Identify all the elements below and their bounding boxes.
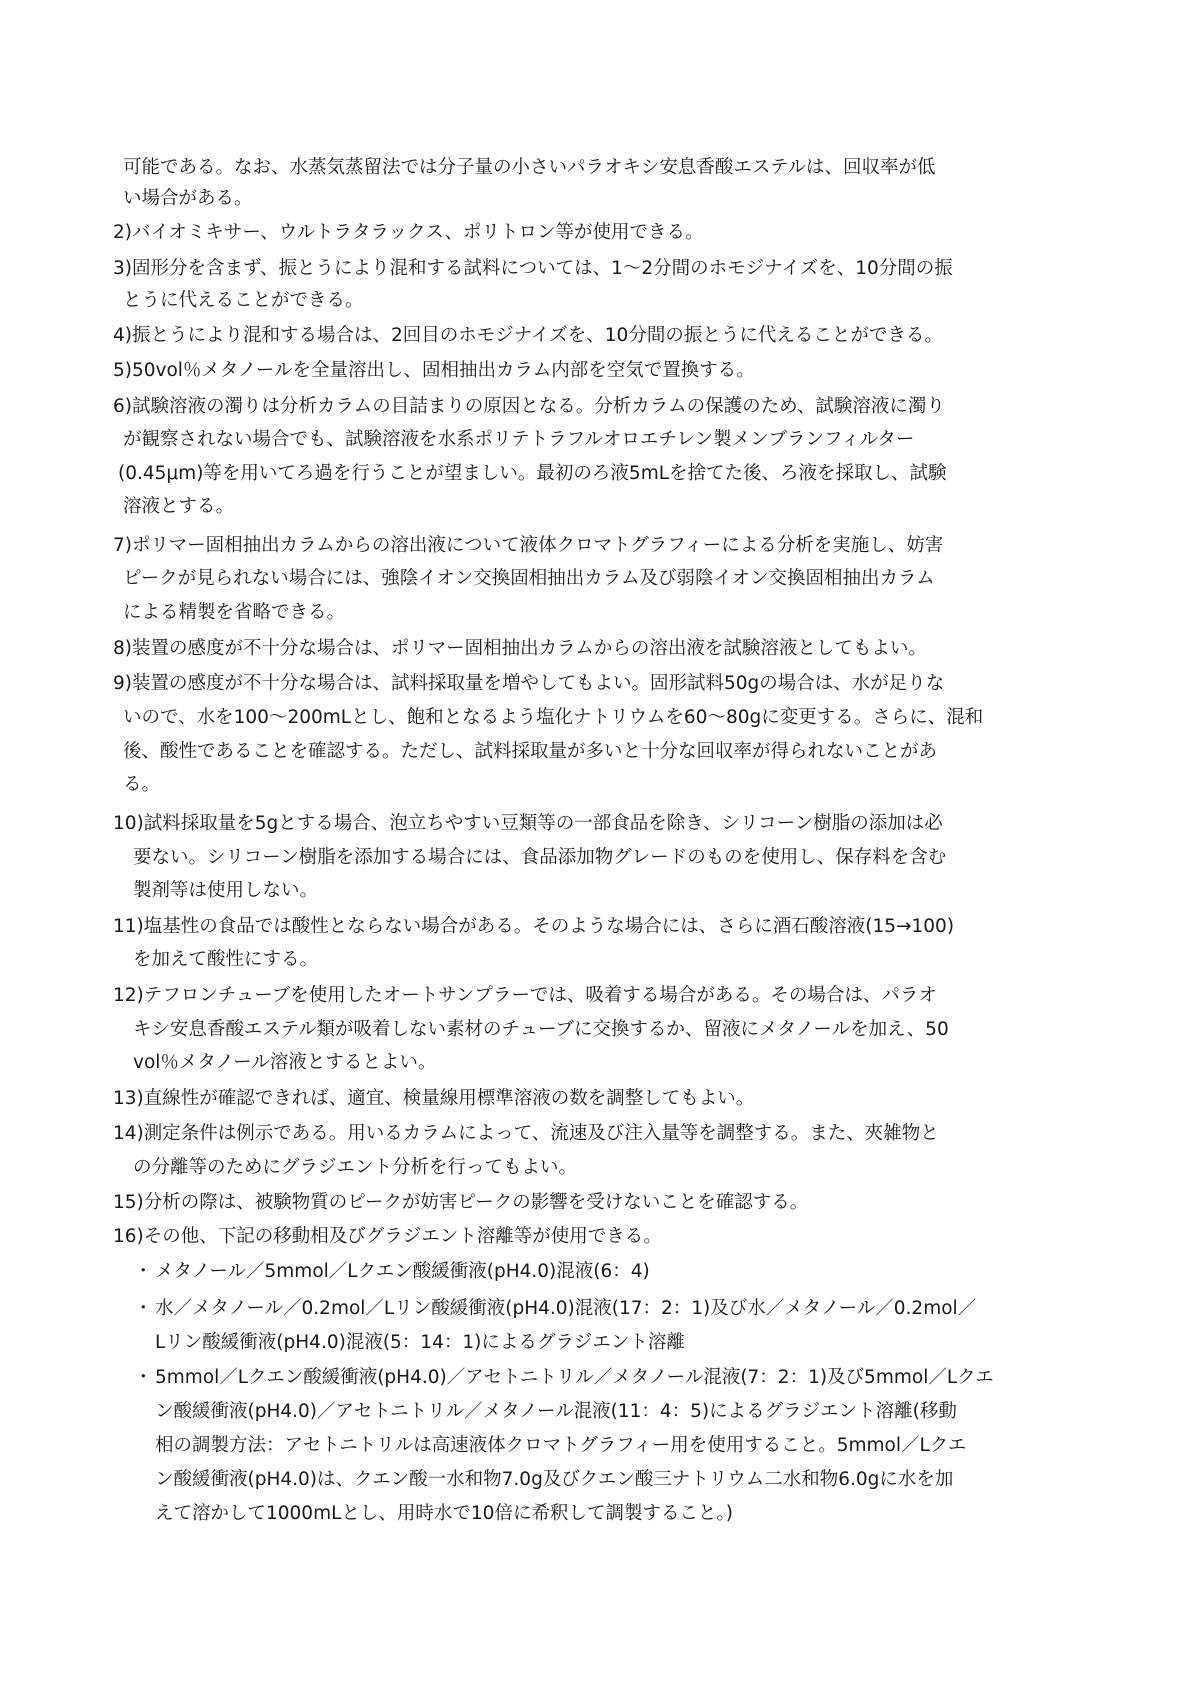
note-11-line-2: を加えて酸性にする。 [133, 949, 319, 970]
note-9-line-3: 後、酸性であることを確認する。ただし、試料採取量が多いと十分な回収率が得られないことがあ [123, 741, 938, 762]
note-6-line-1: 6)試験溶液の濁りは分析カラムの目詰まりの原因となる。分析カラムの保護のため、試験溶液に濁り [113, 396, 945, 417]
note-7-line-1: 7)ポリマー固相抽出カラムからの溶出液について液体クロマトグラフィーによる分析を実施し、妨害 [113, 535, 944, 556]
note-10-line-2: 要ない。シリコーン樹脂を添加する場合には、食品添加物グレードのものを使用し、保存料を含む [133, 847, 947, 868]
bullet-3-line-3: 相の調製方法：アセトニトリルは高速液体クロマトグラフィー用を使用すること。5mmol／Lクエ [155, 1435, 967, 1456]
bullet-2-symbol: ・ [134, 1298, 153, 1319]
bullet-3-line-4: ン酸緩衝液(pH4.0)は、クエン酸一水和物7.0g及びクエン酸三ナトリウム二水和物6.0gに水を加 [155, 1469, 954, 1490]
note-10-line-1: 10)試料採取量を5gとする場合、泡立ちやすい豆類等の一部食品を除き、シリコーン樹脂の添加は必 [113, 813, 943, 834]
bullet-3-line-2: ン酸緩衝液(pH4.0)／アセトニトリル／メタノール混液(11：4：5)によるグラジエント溶離(移動 [155, 1401, 957, 1422]
note-1-line-2: い場合がある。 [123, 188, 253, 209]
note-12-line-3: vol％メタノール溶液とするとよい。 [133, 1052, 437, 1073]
note-3-line-1: 3)固形分を含まず、振とうにより混和する試料については、1～2分間のホモジナイズを、10分間の振 [113, 258, 953, 279]
note-6-line-3: (0.45μm)等を用いてろ過を行うことが望ましい。最初のろ液5mLを捨てた後、ろ液を採取し、試験 [118, 463, 947, 484]
bullet-2-line-2: Lリン酸緩衝液(pH4.0)混液(5：14：1)によるグラジエント溶離 [155, 1332, 685, 1353]
note-3-line-2: とうに代えることができる。 [123, 290, 364, 311]
note-7-line-2: ピークが見られない場合には、強陰イオン交換固相抽出カラム及び弱陰イオン交換固相抽出カラム [123, 568, 935, 589]
note-5-line-1: 5)50vol％メタノールを全量溶出し、固相抽出カラム内部を空気で置換する。 [113, 360, 755, 381]
note-8-line-1: 8)装置の感度が不十分な場合は、ポリマー固相抽出カラムからの溶出液を試験溶液としてもよい。 [113, 638, 927, 659]
note-16-line-1: 16)その他、下記の移動相及びグラジエント溶離等が使用できる。 [113, 1226, 662, 1247]
note-4-line-1: 4)振とうにより混和する場合は、2回目のホモジナイズを、10分間の振とうに代えることができる。 [113, 325, 943, 346]
note-14-line-2: の分離等のためにグラジエント分析を行ってもよい。 [133, 1157, 578, 1178]
note-14-line-1: 14)測定条件は例示である。用いるカラムによって、流速及び注入量等を調整する。また、夾雑物と [113, 1123, 939, 1144]
note-1-line-1: 可能である。なお、水蒸気蒸留法では分子量の小さいパラオキシ安息香酸エステルは、回収率が低 [123, 157, 936, 178]
note-9-line-2: いので、水を100～200mLとし、飽和となるよう塩化ナトリウムを60～80gに変更する。さらに、混和 [123, 707, 984, 728]
bullet-1-symbol: ・ [134, 1261, 153, 1282]
note-7-line-3: による精製を省略できる。 [123, 602, 346, 623]
note-12-line-2: キシ安息香酸エステル類が吸着しない素材のチューブに交換するか、留液にメタノールを加え、50 [133, 1019, 949, 1040]
note-2-line-1: 2)バイオミキサー、ウルトラタラックス、ポリトロン等が使用できる。 [113, 222, 704, 243]
note-6-line-4: 溶液とする。 [123, 496, 235, 517]
note-10-line-3: 製剤等は使用しない。 [133, 880, 319, 901]
note-9-line-4: る。 [123, 774, 161, 795]
bullet-3-line-1: 5mmol／Lクエン酸緩衝液(pH4.0)／アセトニトリル／メタノール混液(7：2：1)及び5mmol／Lクエ [155, 1367, 994, 1388]
bullet-2-line-1: 水／メタノール／0.2mol／Lリン酸緩衝液(pH4.0)混液(17：2：1)及び水／メタノール／0.2mol／ [155, 1298, 977, 1319]
note-6-line-2: が観察されない場合でも、試験溶液を水系ポリテトラフルオロエチレン製メンブランフィルター [123, 429, 915, 450]
note-11-line-1: 11)塩基性の食品では酸性とならない場合がある。そのような場合には、さらに酒石酸溶液(15→100) [113, 916, 955, 937]
bullet-3-symbol: ・ [134, 1367, 153, 1388]
note-13-line-1: 13)直線性が確認できれば、適宜、検量線用標準溶液の数を調整してもよい。 [113, 1088, 755, 1109]
note-12-line-1: 12)テフロンチューブを使用したオートサンプラーでは、吸着する場合がある。その場合は、パラオ [113, 985, 937, 1006]
bullet-1-line-1: メタノール／5mmol／Lクエン酸緩衝液(pH4.0)混液(6：4) [155, 1261, 650, 1282]
bullet-3-line-5: えて溶かして1000mLとし、用時水で10倍に希釈して調製すること。) [155, 1503, 733, 1524]
note-9-line-1: 9)装置の感度が不十分な場合は、試料採取量を増やしてもよい。固形試料50gの場合は、水が足りな [113, 673, 945, 694]
note-15-line-1: 15)分析の際は、被験物質のピークが妨害ピークの影響を受けないことを確認する。 [113, 1192, 809, 1213]
